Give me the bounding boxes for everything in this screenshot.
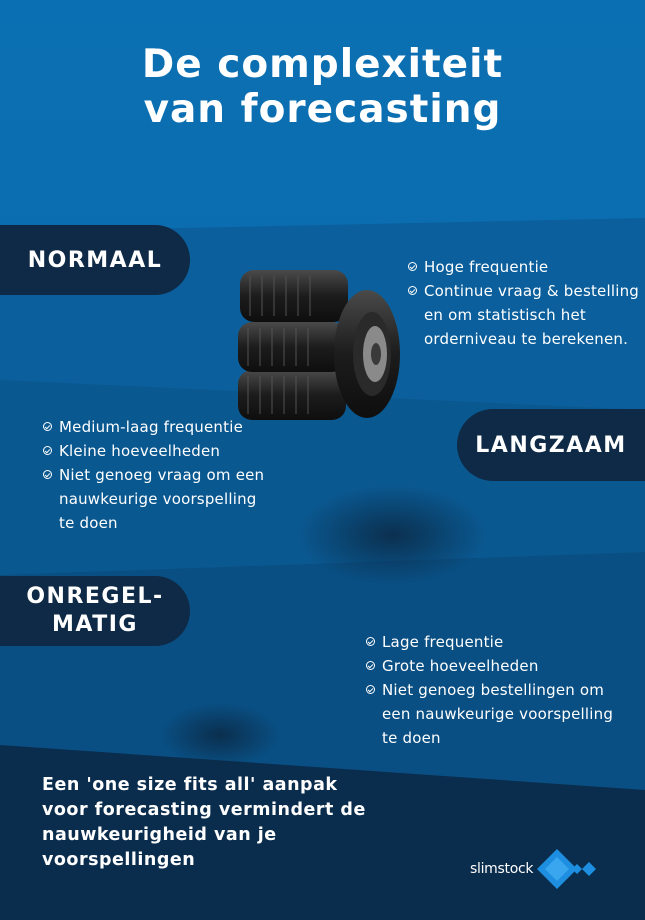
check-circle-icon (366, 661, 375, 670)
list-item: Continue vraag & bestelling (408, 279, 645, 303)
page-title (0, 42, 645, 132)
list-item-continued: en om statistisch het (424, 306, 587, 324)
category-label-line-2: MATIG (52, 612, 138, 637)
category-label-langzaam: LANGZAAM (457, 409, 645, 481)
category-label-line-1: ONREGEL- (26, 584, 164, 609)
bullet-list-langzaam (43, 415, 288, 535)
check-circle-icon (43, 446, 52, 455)
bullet-list-onregelmatig (366, 630, 626, 750)
list-item: Hoge frequentie (408, 255, 645, 279)
diamond-logo-icon (537, 848, 599, 890)
check-circle-icon (408, 262, 417, 271)
check-circle-icon (408, 286, 417, 295)
category-label-normaal: NORMAAL (0, 225, 190, 295)
slimstock-logo (470, 848, 620, 890)
list-item: Niet genoeg bestellingen om (366, 678, 626, 702)
list-item-continued: orderniveau te berekenen. (424, 330, 629, 348)
list-item-continued: nauwkeurige voorspelling (59, 490, 257, 508)
list-item-continued: te doen (59, 514, 118, 532)
logo-text: slimstock (470, 861, 534, 877)
check-circle-icon (43, 470, 52, 479)
check-circle-icon (366, 637, 375, 646)
title-line-2: van forecasting (143, 87, 502, 132)
list-item: Medium-laag frequentie (43, 415, 288, 439)
list-item: Kleine hoeveelheden (43, 439, 288, 463)
list-item: Grote hoeveelheden (366, 654, 626, 678)
list-item: Niet genoeg vraag om een (43, 463, 288, 487)
title-line-1: De complexiteit (141, 42, 504, 87)
bullet-list-normaal (408, 255, 645, 351)
stack-of-tires-icon (232, 262, 402, 427)
check-circle-icon (43, 422, 52, 431)
list-item-continued: een nauwkeurige voorspelling (382, 705, 614, 723)
category-label-onregelmatig (0, 576, 190, 646)
conclusion-text: Een 'one size fits all' aanpak voor forecasting vermindert de nauwkeurigheid van je voorspellingen (42, 775, 366, 870)
list-item: Lage frequentie (366, 630, 626, 654)
check-circle-icon (366, 685, 375, 694)
list-item-continued: te doen (382, 729, 441, 747)
